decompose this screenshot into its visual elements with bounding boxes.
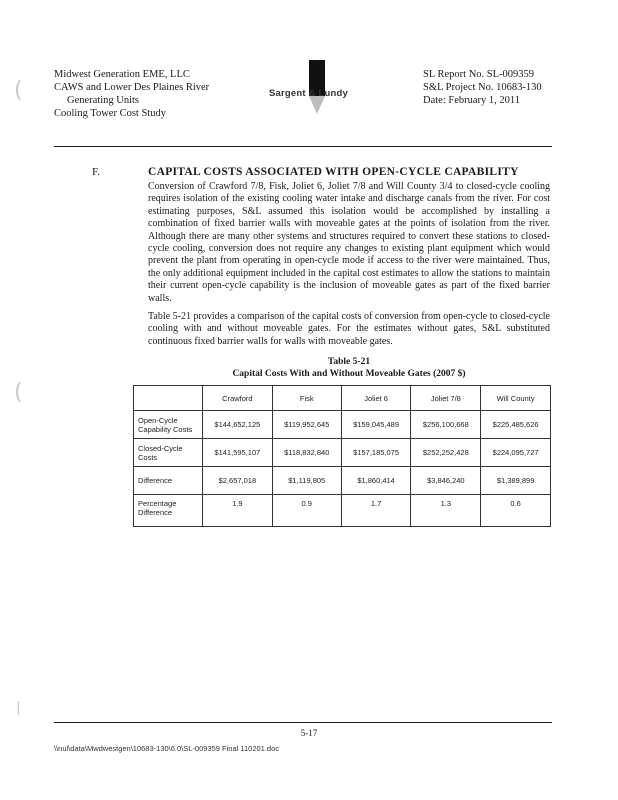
section-title: CAPITAL COSTS ASSOCIATED WITH OPEN-CYCLE CAPABILITY xyxy=(148,166,519,178)
table-row xyxy=(134,467,551,495)
header-date: Date: February 1, 2011 xyxy=(423,95,521,106)
header-project: CAWS and Lower Des Plaines River xyxy=(54,82,210,93)
table-cell: 1.7 xyxy=(341,495,411,527)
page-number: 5-17 xyxy=(300,728,318,738)
table-label: Table 5-21 xyxy=(327,357,371,367)
table-cell: 1.9 xyxy=(203,495,273,527)
row-label: Difference xyxy=(134,467,203,495)
table-header-cell: Crawford xyxy=(203,386,273,411)
table-header-cell xyxy=(134,386,203,411)
table-cell: 1.3 xyxy=(411,495,481,527)
table-cell: $225,485,626 xyxy=(481,411,551,439)
header-company: Midwest Generation EME, LLC xyxy=(54,69,190,80)
header-left-block xyxy=(54,68,209,120)
table-cell: $141,595,107 xyxy=(203,439,273,467)
table-caption: Capital Costs With and Without Moveable Gates (2007 $) xyxy=(232,369,466,379)
row-label: Closed-Cycle Costs xyxy=(134,439,203,467)
capital-cost-table xyxy=(133,385,551,527)
table-cell: $157,185,075 xyxy=(341,439,411,467)
body-paragraph: Conversion of Crawford 7/8, Fisk, Joliet 6, Joliet 7/8 and Will County 3/4 to closed-cycle cooling requires isolation of the existing cooling water intake and discharge canals from the river. For cost estimating purposes, S&L assumed this isolation would be accomplished by installing a combination of fixed barrier walls with moveable gates at the points of isolation from the river. Although there are many other systems and structures required to convert these stations to closed-cycle cooling, conversion does not require any changes to existing plant equipment which would prevent the plant from operating in open-cycle mode if access to the river were maintained. Thus, the only additional equipment included in the capital cost estimates to allow the stations to maintain their current open-cycle capability is the inclusion of moveable gates as part of the fixed barrier walls. xyxy=(148,181,550,304)
table-header-cell: Joliet 6 xyxy=(341,386,411,411)
table-cell: 0.9 xyxy=(272,495,341,527)
table-cell: $3,846,240 xyxy=(411,467,481,495)
table-row xyxy=(134,411,551,439)
logo-text: Sargent & Lundy xyxy=(269,88,349,99)
table-cell: $252,252,428 xyxy=(411,439,481,467)
binder-hole-icon: | xyxy=(16,700,21,716)
row-label: Open-Cycle Capability Costs xyxy=(134,411,203,439)
table-row xyxy=(134,495,551,527)
table-cell: $224,095,727 xyxy=(481,439,551,467)
table-cell: $2,657,018 xyxy=(203,467,273,495)
table-cell: $144,652,125 xyxy=(203,411,273,439)
file-path: \\nul\data\Mwdwestgen\10683-130\6.0\SL-009359 Final 110201.doc xyxy=(54,744,280,753)
table-row xyxy=(134,439,551,467)
footer-divider xyxy=(54,722,552,723)
section-letter: F. xyxy=(92,166,100,178)
binder-hole-icon: ( xyxy=(14,78,23,103)
body-paragraph: Table 5-21 provides a comparison of the capital costs of conversion from open-cycle to closed-cycle cooling with and without moveable gates. For the estimates without gates, S&L substituted continuous fixed barrier walls for walls with moveable gates. xyxy=(148,311,550,347)
table-cell: $119,952,645 xyxy=(272,411,341,439)
table-header-cell: Will County xyxy=(481,386,551,411)
binder-hole-icon: ( xyxy=(14,380,23,405)
table-header-cell: Joliet 7/8 xyxy=(411,386,481,411)
table-cell: $256,100,668 xyxy=(411,411,481,439)
table-cell: 0.6 xyxy=(481,495,551,527)
header-study: Cooling Tower Cost Study xyxy=(54,108,166,119)
table-cell: $1,860,414 xyxy=(341,467,411,495)
row-label: Percentage Difference xyxy=(134,495,203,527)
header-project-number: S&L Project No. 10683-130 xyxy=(423,82,542,93)
header-right-block xyxy=(423,68,542,107)
header-divider xyxy=(54,146,552,147)
header-report-number: SL Report No. SL-009359 xyxy=(423,69,535,80)
company-logo xyxy=(265,60,360,120)
table-header-cell: Fisk xyxy=(272,386,341,411)
table-cell: $159,045,489 xyxy=(341,411,411,439)
table-cell: $1,119,805 xyxy=(272,467,341,495)
table-header-row xyxy=(134,386,551,411)
table-cell: $118,832,840 xyxy=(272,439,341,467)
table-cell: $1,389,899 xyxy=(481,467,551,495)
header-units: Generating Units xyxy=(67,95,140,106)
